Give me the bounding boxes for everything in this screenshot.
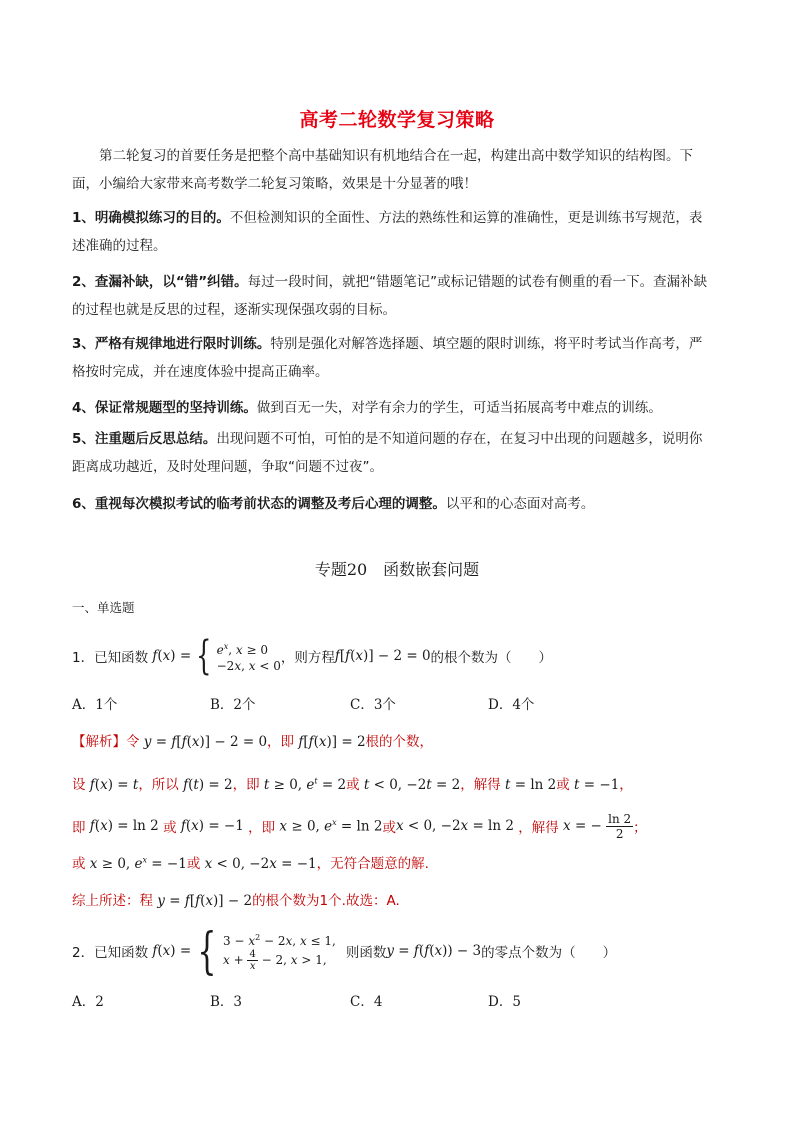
question-2: 2．已知函数 f ( x ) = { $3 - x^2 - 2x$, x ≤ 1, x + $\frac{4}{x}$ − 2, x > 1, 则函数 y = f(f(x)) − 3 的零点个数为（ ） <box>72 922 617 980</box>
math-function-y: y = f(f(x)) − 3 <box>386 943 482 959</box>
q1-option-c[interactable]: C．3个 <box>350 697 396 713</box>
piecewise-brace-2: { <box>197 922 217 980</box>
q1-analysis-line-1: 【解析】令 y = f[f(x)] − 2 = 0，即 f[f(x)] = 2根的个数， <box>72 734 434 750</box>
q2-option-a[interactable]: A．2 <box>72 994 104 1010</box>
q2-option-b[interactable]: B．3 <box>210 994 243 1010</box>
math-equation: f[f(x)] − 2 = 0 <box>334 648 431 664</box>
piecewise-brace: { <box>196 633 212 679</box>
q1-option-d[interactable]: D．4个 <box>488 697 535 713</box>
math-fx: f <box>148 648 158 664</box>
q2-option-c[interactable]: C．4 <box>350 994 383 1010</box>
q1-analysis-line-4: 或 x ≥ 0, $e^x = -1$或 x < 0, −2x = −1，无符合题意的解. <box>72 855 429 872</box>
intro-paragraph: 第二轮复习的首要任务是把整个高中基础知识有机地结合在一起，构建出高中数学知识的结构图。下 面，小编给大家带来高考数学二轮复习策略，效果是十分显著的哦！ <box>72 148 693 192</box>
piecewise-cases: $e^x$, x ≥ 0 −2x, x < 0 <box>216 641 281 673</box>
q1-conclusion: 综上所述：程 y = f[f(x)] − 2的根个数为1个.故选：A. <box>72 893 400 909</box>
page-title: 高考二轮数学复习策略 <box>299 109 495 131</box>
q1-analysis-line-2: 设 f(x) = t，所以 f(t) = 2，即 t ≥ 0, $e^t = 2$或 t < 0, −2t = 2，解得 t = ln 2或 t = −1， <box>72 776 633 793</box>
section-label: 一、单选题 <box>72 600 135 615</box>
q2-option-d[interactable]: D．5 <box>488 994 521 1010</box>
q1-analysis-line-3: 即 f(x) = ln 2 或 f(x) = −1 ，即 x ≥ 0, $e^x = \ln 2$ 或 x < 0, −2x = ln 2 ，解得 x = − $\frac{\ln 2}{2}$ ； <box>72 811 647 841</box>
strategy-1: 1、明确模拟练习的目的。不但检测知识的全面性、方法的熟练性和运算的准确性，更是训练书写规范，表 述准确的过程。 <box>72 210 703 254</box>
strategy-4: 4、保证常规题型的坚持训练。做到百无一失，对学有余力的学生，可适当拓展高考中难点的训练。 <box>72 400 662 416</box>
q1-option-b[interactable]: B．2个 <box>210 697 256 713</box>
strategy-5: 5、注重题后反思总结。出现问题不可怕，可怕的是不知道问题的存在，在复习中出现的问题越多，说明你 距离成功越近，及时处理问题，争取“问题不过夜”。 <box>72 431 703 475</box>
fraction-ln2-over-2: $\frac{\ln 2}{2}$ <box>608 811 632 841</box>
strategy-6: 6、重视每次模拟考试的临考前状态的调整及考后心理的调整。以平和的心态面对高考。 <box>72 496 595 512</box>
topic-title: 专题20 函数嵌套问题 <box>314 560 480 579</box>
strategy-2: 2、查漏补缺，以“错”纠错。每过一段时间，就把“错题笔记”或标记错题的试卷有侧重的看一下。查漏补缺 的过程也就是反思的过程，逐渐实现保强攻弱的目标。 <box>72 274 708 318</box>
strategy-3: 3、严格有规律地进行限时训练。特别是强化对解答选择题、填空题的限时训练，将平时考试当作高考，严 格按时完成，并在速度体验中提高正确率。 <box>72 336 703 380</box>
question-1: 1．已知函数 f ( x ) = { $e^x$, x ≥ 0 −2x, x < 0 ，则方程 f[f(x)] − 2 = 0 的根个数为（ ） <box>72 633 553 679</box>
piecewise-cases-2: $3 - x^2 - 2x$, x ≤ 1, x + $\frac{4}{x}$ − 2, x > 1, <box>222 933 336 972</box>
q1-option-a[interactable]: A．1个 <box>72 697 118 713</box>
